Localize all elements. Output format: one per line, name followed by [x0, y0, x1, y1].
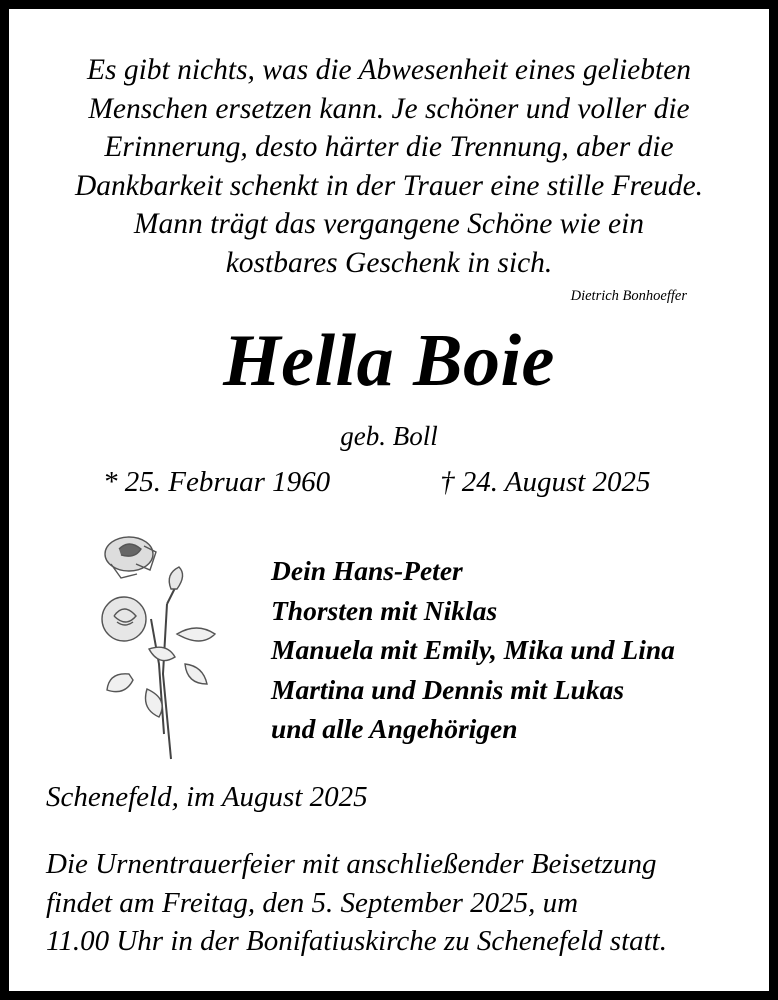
quote-line: Erinnerung, desto härter die Trennung, aber die	[104, 131, 674, 163]
quote-line: kostbares Geschenk in sich.	[225, 246, 553, 279]
quote	[9, 51, 769, 282]
family-member: Dein Hans-Peter	[271, 555, 463, 586]
birth-date: * 25. Februar 1960	[103, 466, 331, 498]
family-member: Manuela mit Emily, Mika und Lina	[271, 634, 675, 665]
roses-icon	[89, 524, 229, 764]
family-member: Martina und Dennis mit Lukas	[271, 673, 625, 705]
family-list	[271, 551, 675, 749]
obituary-card	[9, 9, 769, 991]
quote-line: Mann trägt das vergangene Schöne wie ein	[133, 208, 645, 240]
death-date: † 24. August 2025	[440, 466, 651, 498]
maiden-name: geb. Boll	[340, 421, 438, 451]
quote-line: Dankbarkeit schenkt in der Trauer eine stille Freude.	[74, 169, 704, 202]
quote-author: Dietrich Bonhoeffer	[570, 288, 687, 304]
service-line: 11.00 Uhr in der Bonifatiuskirche zu Schenefeld statt.	[46, 925, 667, 957]
family-member: und alle Angehörigen	[271, 713, 518, 744]
place-date: Schenefeld, im August 2025	[46, 781, 368, 813]
deceased-name: Hella Boie	[223, 320, 555, 402]
quote-line: Es gibt nichts, was die Abwesenheit eines geliebten	[86, 54, 692, 86]
service-info	[46, 845, 667, 961]
service-line: Die Urnentrauerfeier mit anschließender Beisetzung	[46, 848, 657, 880]
quote-line: Menschen ersetzen kann. Je schöner und voller die	[88, 92, 690, 125]
family-member: Thorsten mit Niklas	[271, 594, 498, 626]
service-line: findet am Freitag, den 5. September 2025, um	[46, 886, 579, 919]
